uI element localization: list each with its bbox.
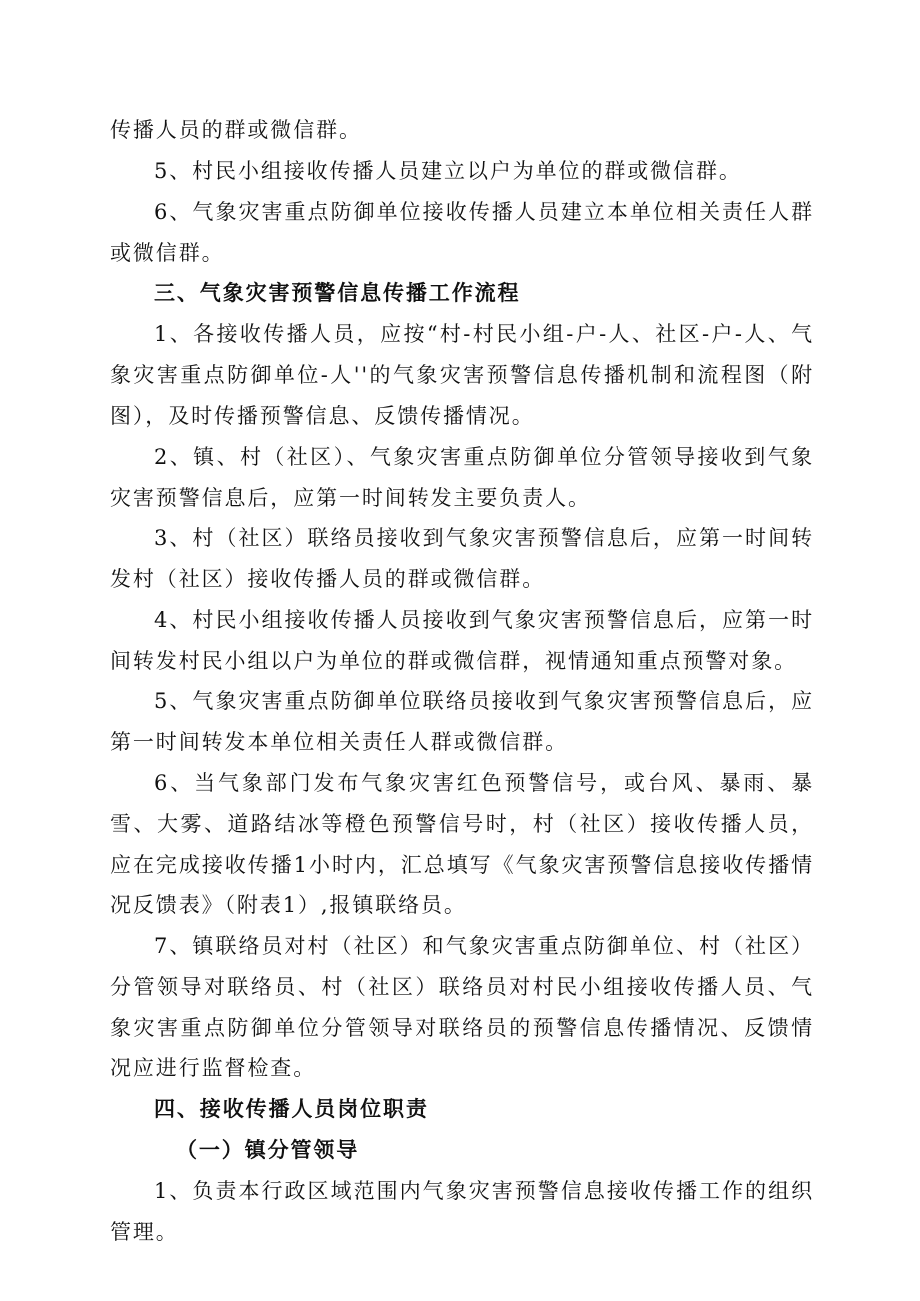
section-heading-3: 三、气象灾害预警信息传播工作流程 [154, 281, 521, 305]
paragraph-continuation: 传播人员的群或微信群。 [110, 118, 362, 142]
paragraph-item-5-group: 5、村民小组接收传播人员建立以户为单位的群或微信群。 [154, 159, 742, 183]
section-heading-4: 四、接收传播人员岗位职责 [154, 1097, 429, 1121]
subsection-heading-1: （一）镇分管领导 [176, 1138, 360, 1162]
paragraph-item-6-unit: 6、气象灾害重点防御单位接收传播人员建立本单位相关责任人群或微信群。 [110, 200, 814, 265]
paragraph-duty-1: 1、负责本行政区域范围内气象灾害预警信息接收传播工作的组织管理。 [110, 1179, 814, 1244]
paragraph-flow-7: 7、镇联络员对村（社区）和气象灾害重点防御单位、村（社区）分管领导对联络员、村（社区）联络员对村民小组接收传播人员、气象灾害重点防御单位分管领导对联络员的预警信息传播情况、反馈情况应进行监督检查。 [110, 934, 814, 1081]
paragraph-flow-4: 4、村民小组接收传播人员接收到气象灾害预警信息后，应第一时间转发村民小组以户为单位的群或微信群，视情通知重点预警对象。 [110, 608, 814, 673]
paragraph-flow-6: 6、当气象部门发布气象灾害红色预警信号，或台风、暴雨、暴雪、大雾、道路结冰等橙色预警信号时，村（社区）接收传播人员，应在完成接收传播1小时内，汇总填写《气象灾害预警信息接收传播情况反馈表》（附表1）,报镇联络员。 [110, 771, 814, 918]
paragraph-flow-5: 5、气象灾害重点防御单位联络员接收到气象灾害预警信息后，应第一时间转发本单位相关责任人群或微信群。 [110, 689, 814, 754]
paragraph-flow-2: 2、镇、村（社区）、气象灾害重点防御单位分管领导接收到气象灾害预警信息后，应第一时间转发主要负责人。 [110, 445, 814, 510]
paragraph-flow-1: 1、各接收传播人员，应按“村-村民小组-户-人、社区-户-人、气象灾害重点防御单位-人''的气象灾害预警信息传播机制和流程图（附图），及时传播预警信息、反馈传播情况。 [110, 322, 814, 428]
paragraph-flow-3: 3、村（社区）联络员接收到气象灾害预警信息后，应第一时间转发村（社区）接收传播人员的群或微信群。 [110, 526, 814, 591]
